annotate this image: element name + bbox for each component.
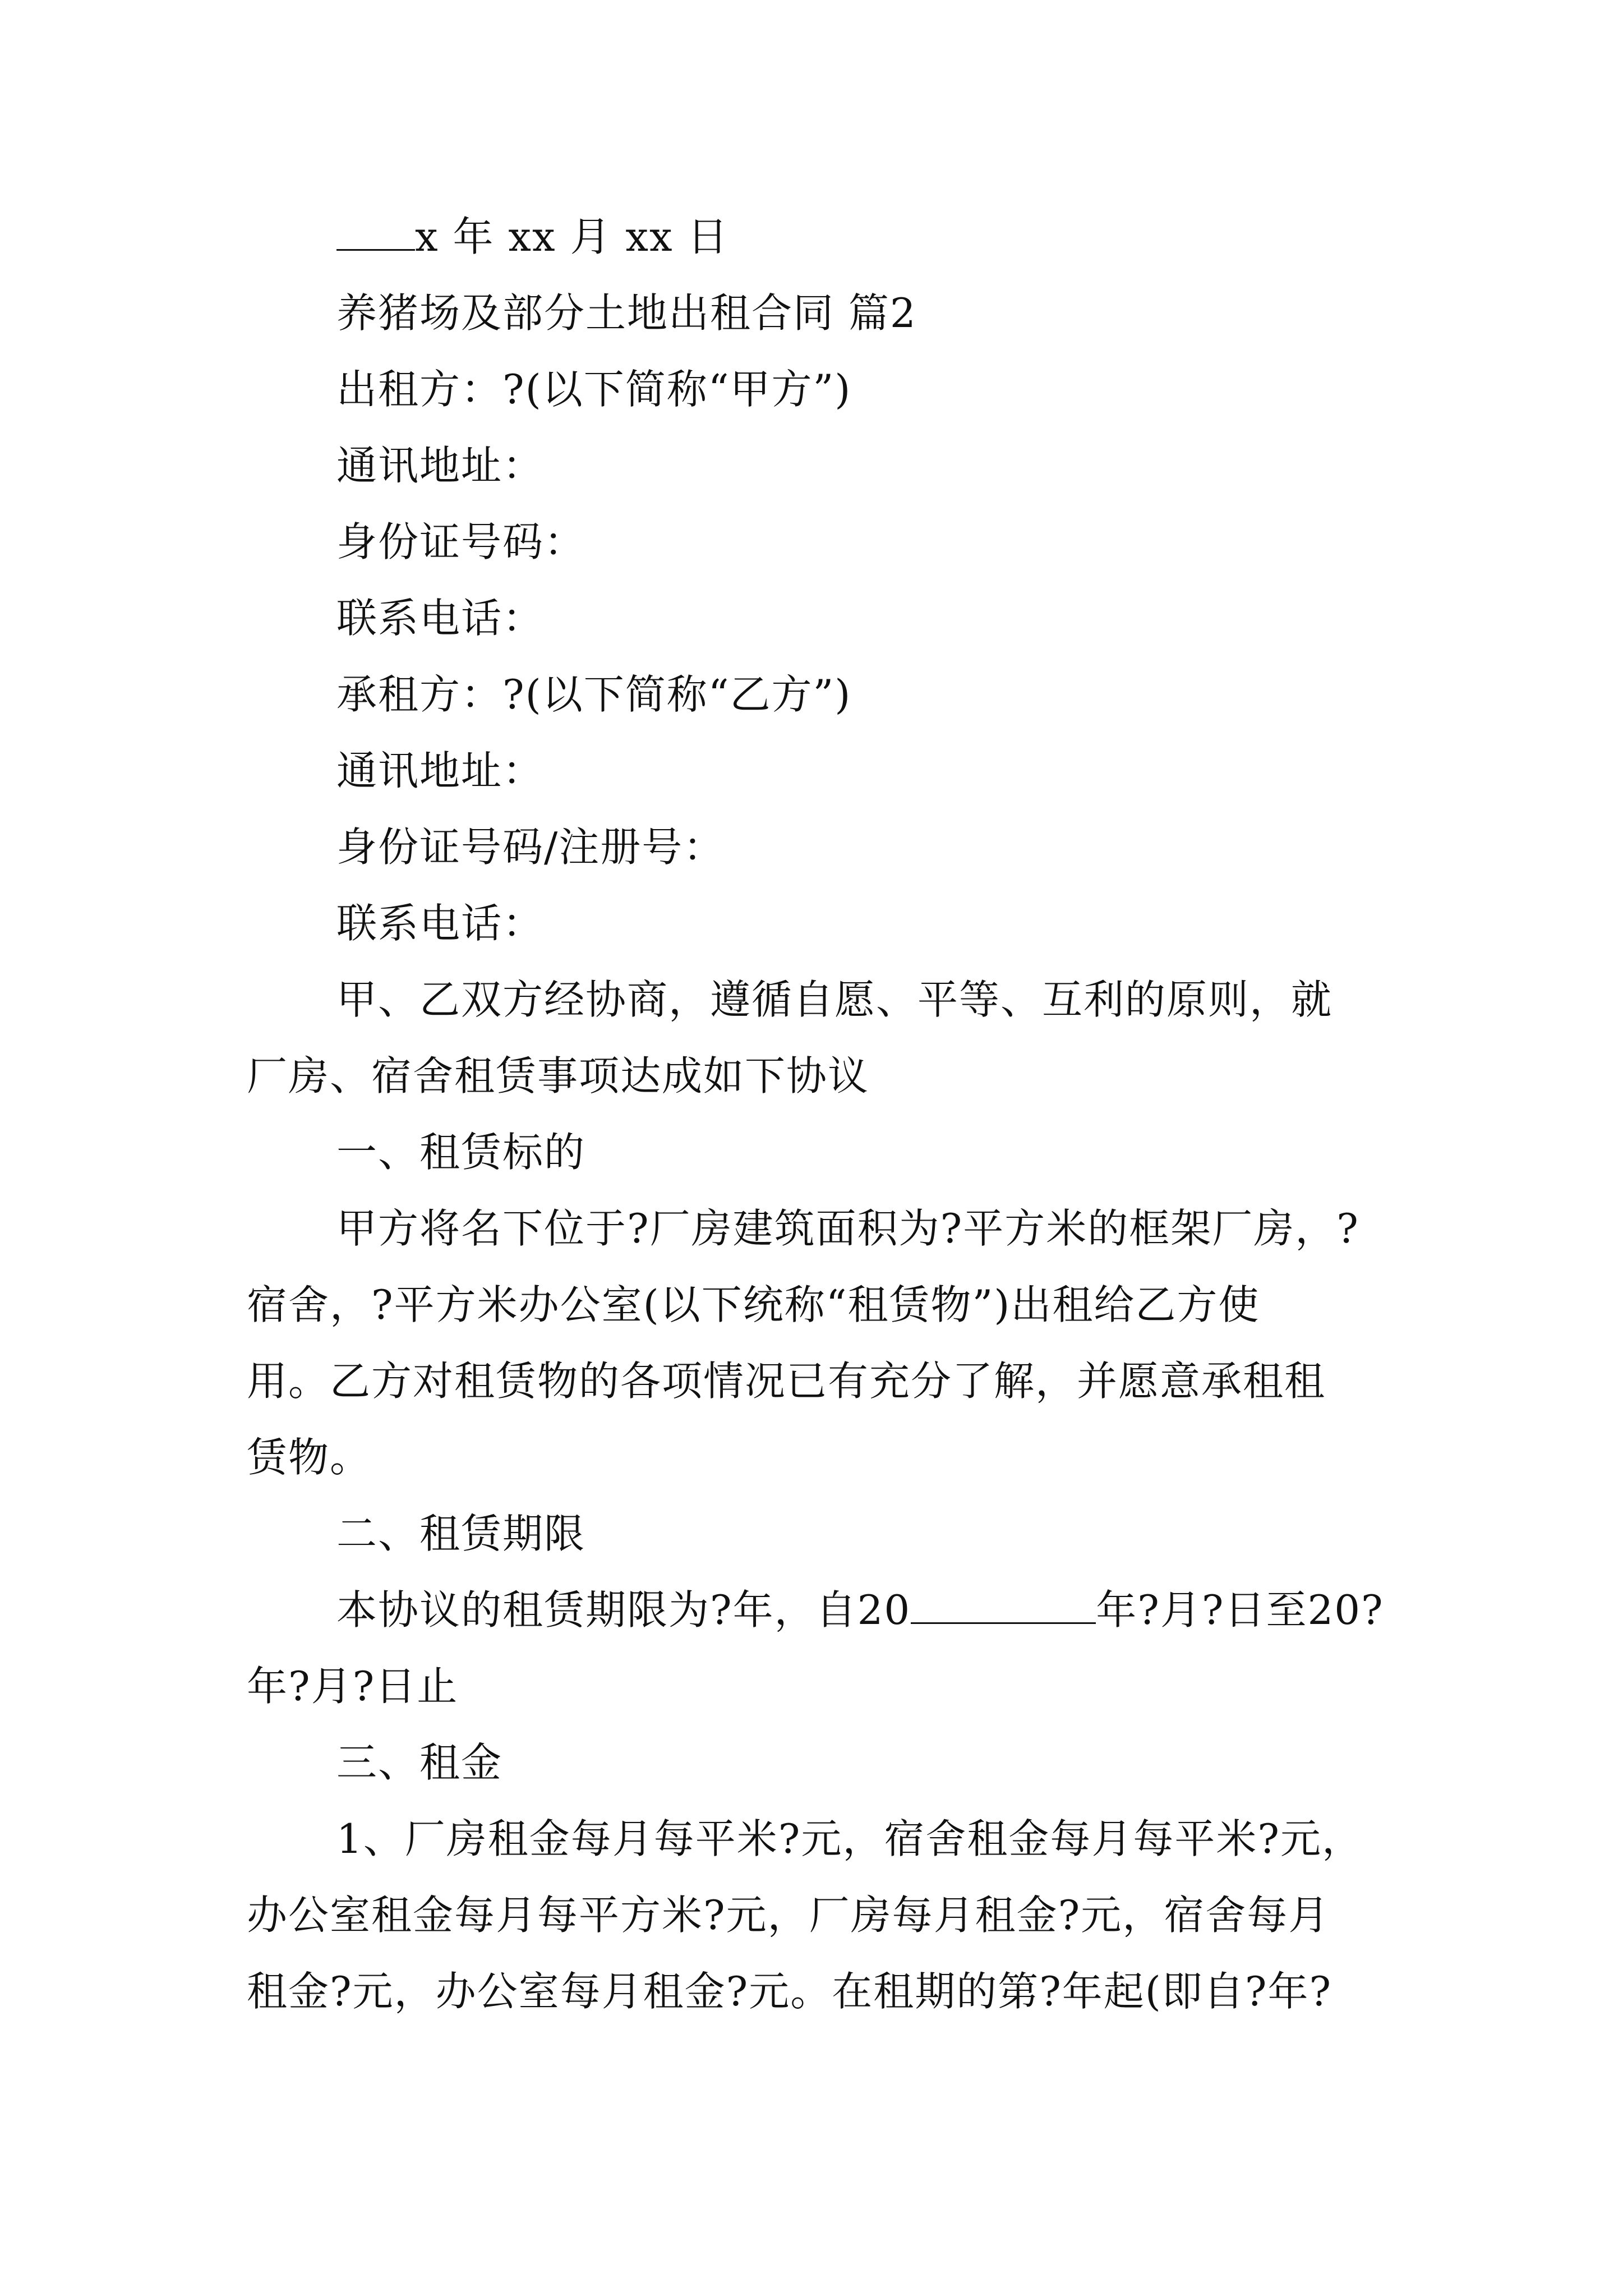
section-3-line-1: 1、厂房租金每月每平米?元，宿舍租金每月每平米?元， bbox=[336, 1815, 1364, 1862]
section-2-heading: 二、租赁期限 bbox=[336, 1510, 586, 1557]
date-blank bbox=[336, 209, 415, 251]
preamble-line-1: 甲、乙双方经协商，遵循自愿、平等、互利的原则，就 bbox=[336, 976, 1333, 1023]
lessee-phone: 联系电话： bbox=[336, 900, 545, 947]
lessee-address: 通讯地址： bbox=[336, 747, 545, 794]
lessor-heading: 出租方：?(以下简称“甲方”) bbox=[336, 366, 852, 413]
section-1-line-4: 赁物。 bbox=[247, 1434, 372, 1481]
section-3-line-3: 租金?元，办公室每月租金?元。在租期的第?年起(即自?年? bbox=[247, 1968, 1332, 2015]
document-title: 养猪场及部分土地出租合同 篇2 bbox=[336, 289, 917, 337]
lessor-id-number: 身份证号码： bbox=[336, 518, 586, 565]
date-text: x 年 xx 月 xx 日 bbox=[415, 213, 729, 260]
lessor-address: 通讯地址： bbox=[336, 442, 545, 489]
section-3-line-2: 办公室租金每月每平方米?元，厂房每月租金?元，宿舍每月 bbox=[247, 1892, 1330, 1939]
term-text-prefix: 本协议的租赁期限为?年，自20 bbox=[336, 1586, 911, 1634]
section-3-heading: 三、租金 bbox=[336, 1739, 503, 1786]
term-year-blank bbox=[911, 1582, 1096, 1624]
section-2-line-2: 年?月?日止 bbox=[247, 1663, 459, 1710]
section-1-heading: 一、租赁标的 bbox=[336, 1129, 586, 1176]
lessee-heading: 承租方：?(以下简称“乙方”) bbox=[336, 671, 852, 718]
lessee-id-number: 身份证号码/注册号： bbox=[336, 823, 725, 871]
date-line bbox=[336, 209, 728, 265]
section-1-line-2: 宿舍，?平方米办公室(以下统称“租赁物”)出租给乙方使 bbox=[247, 1281, 1260, 1328]
preamble-line-2: 厂房、宿舍租赁事项达成如下协议 bbox=[247, 1052, 870, 1099]
section-1-line-1: 甲方将名下位于?厂房建筑面积为?平方米的框架厂房，? bbox=[336, 1205, 1359, 1252]
term-text-suffix: 年?月?日至20? bbox=[1096, 1586, 1384, 1634]
section-2-line-1 bbox=[336, 1582, 1384, 1638]
section-1-line-3: 用。乙方对租赁物的各项情况已有充分了解，并愿意承租租 bbox=[247, 1358, 1326, 1405]
lessor-phone: 联系电话： bbox=[336, 595, 545, 642]
